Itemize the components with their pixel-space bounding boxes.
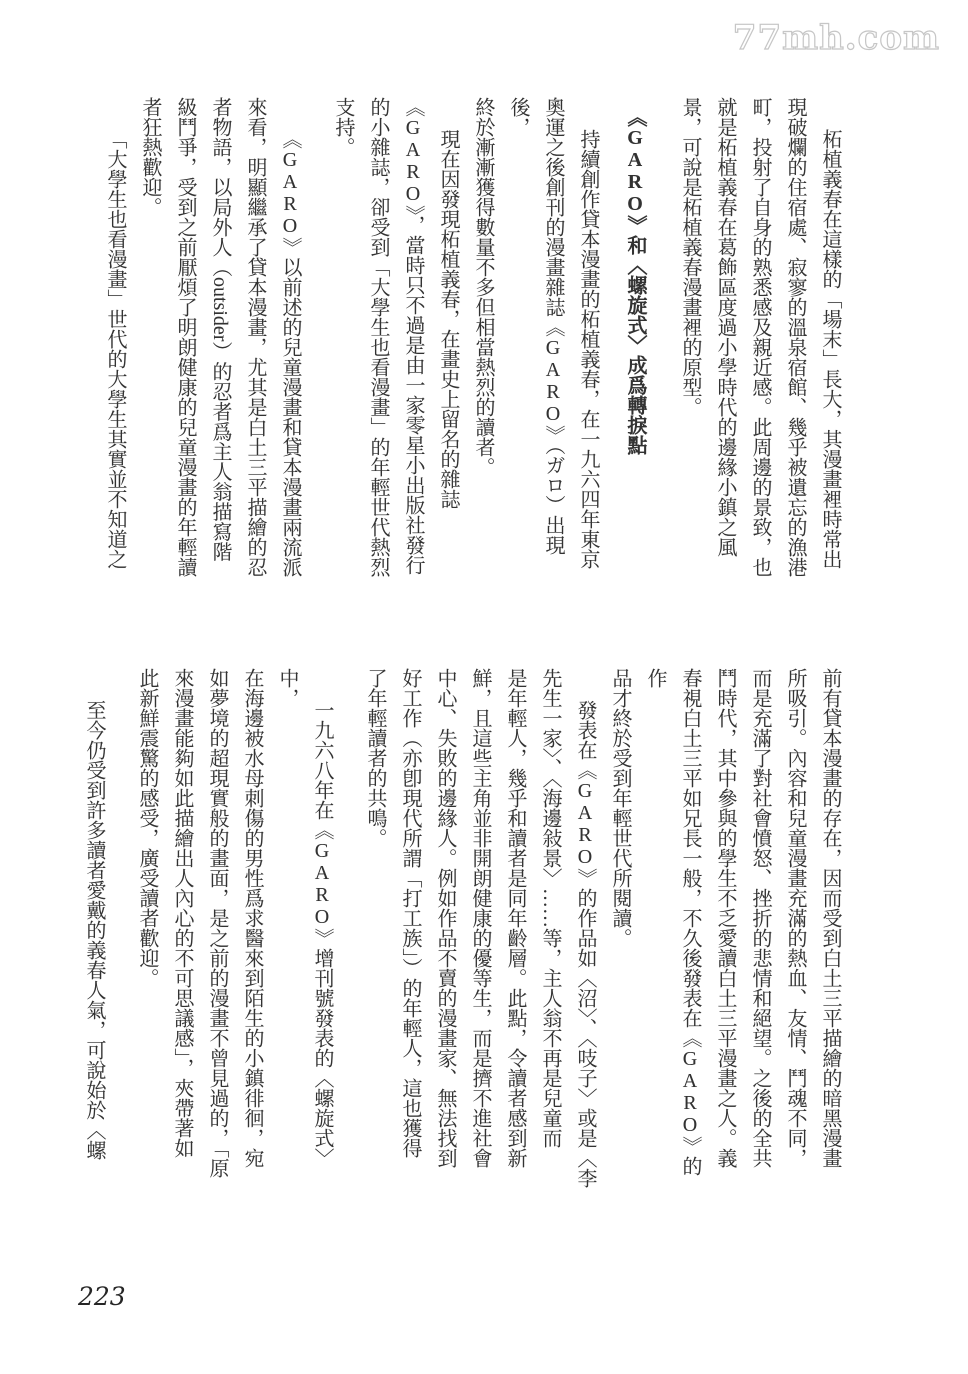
latin-acronym: GARO [679,1048,701,1136]
text-column: 所吸引。內容和兒童漫畫充滿的熱血、友情、鬥魂不同， [784,668,806,1168]
text-column: 《GARO》以前述的兒童漫畫和貸本漫畫兩流派 [279,129,301,577]
section-heading: 《GARO》和〈螺旋式〉成爲轉捩點 [624,107,646,455]
text-column: 品才終於受到年輕世代所閱讀。 [609,668,631,948]
latin-acronym: GARO [402,117,424,205]
text-column: 就是柘植義春在葛飾區度過小學時代的邊緣小鎮之風 [714,97,736,557]
text-column: 級鬥爭，受到之前厭煩了明朗健康的兒童漫畫的年輕讀 [174,97,196,577]
text-column: 是年輕人，幾乎和讀者是同年齡層。此點，令讀者感到新 [504,668,526,1168]
text-column: 奧運之後創刊的漫畫雜誌《GARO》（ガロ）出現後， [507,97,564,555]
latin-acronym: GARO [279,149,301,237]
text-column: 者物語，以局外人（outsider）的忍者爲主人翁描寫階 [209,97,231,562]
site-watermark: 77mh.com [732,18,940,58]
text-column: 鬥時代，其中參與的學生不乏愛讀白土三平漫畫之人。義 [714,668,736,1168]
text-column: 了年輕讀者的共鳴。 [364,668,386,848]
text-column: 來漫畫能夠如此描繪出人內心的不可思議感」，夾帶著如 [171,668,193,1158]
text-column: 「大學生也看漫畫」世代的大學生其實並不知道之 [104,129,126,569]
text-column: 支持。 [332,97,354,157]
text-column: 柘植義春在這樣的「場末」長大，其漫畫裡時常出 [819,129,841,569]
text-column: 先生一家〉、〈海邊敍景〉……等，主人翁不再是兒童而 [539,668,561,1148]
text-column: 來看，明顯繼承了貸本漫畫，尤其是白土三平描繪的忍 [244,97,266,577]
latin-acronym: GARO [624,127,646,215]
latin-acronym: GARO [311,840,333,928]
text-column: 現破爛的住宿處、寂寥的溫泉宿館、幾乎被遺忘的漁港 [784,97,806,577]
text-column: 《GARO》，當時只不過是由一家零星小出版社發行 [402,97,424,575]
text-column: 好工作（亦卽現代所謂「打工族」）的年輕人，這也獲得 [399,668,421,1158]
text-column: 終於漸漸獲得數量不多但相當熱烈的讀者。 [472,97,494,477]
upper-text-block [97,97,847,589]
text-column: 者狂熱歡迎。 [139,97,161,217]
text-column: 而是充滿了對社會憤怒、挫折的悲情和絕望。之後的全共 [749,668,771,1168]
text-column: 持續創作貸本漫畫的柘植義春，在一九六四年東京 [577,129,599,569]
text-column: 發表在《GARO》的作品如〈沼〉、〈吱子〉或是〈李 [574,700,596,1188]
text-column: 如夢境的超現實般的畫面，是之前的漫畫不曾見過的，「原 [206,668,228,1178]
text-column: 春視白土三平如兄長一般，不久後發表在《GARO》的作 [644,668,701,1176]
text-column: 的小雜誌，卻受到「大學生也看漫畫」的年輕世代熱烈 [367,97,389,577]
page-number: 223 [78,1282,126,1311]
text-column: 鮮，且這些主角並非開朗健康的優等生，而是擠不進社會 [469,668,491,1168]
text-column: 町，投射了自身的熟悉感及親近感。此周邊的景致，也 [749,97,771,577]
text-column: 中心、失敗的邊緣人。例如作品不賣的漫畫家、無法找到 [434,668,456,1168]
text-column: 前有貸本漫畫的存在，因而受到白土三平描繪的暗黑漫畫 [819,668,841,1168]
latin-acronym: GARO [574,780,596,868]
latin-acronym: GARO [542,337,564,425]
text-column: 此新鮮震驚的感受，廣受讀者歡迎。 [136,668,158,988]
text-column: 現在因發現柘植義春，在畫史上留名的雜誌 [437,129,459,509]
text-column: 一九六八年在《GARO》增刊號發表的〈螺旋式〉中， [276,668,333,1168]
text-column: 景，可說是柘植義春漫畫裡的原型。 [679,97,701,417]
text-column: 在海邊被水母刺傷的男性爲求醫來到陌生的小鎮徘徊，宛 [241,668,263,1168]
lower-text-block [76,668,847,1190]
text-column: 至今仍受到許多讀者愛戴的義春人氣，可說始於〈螺 [83,700,105,1160]
